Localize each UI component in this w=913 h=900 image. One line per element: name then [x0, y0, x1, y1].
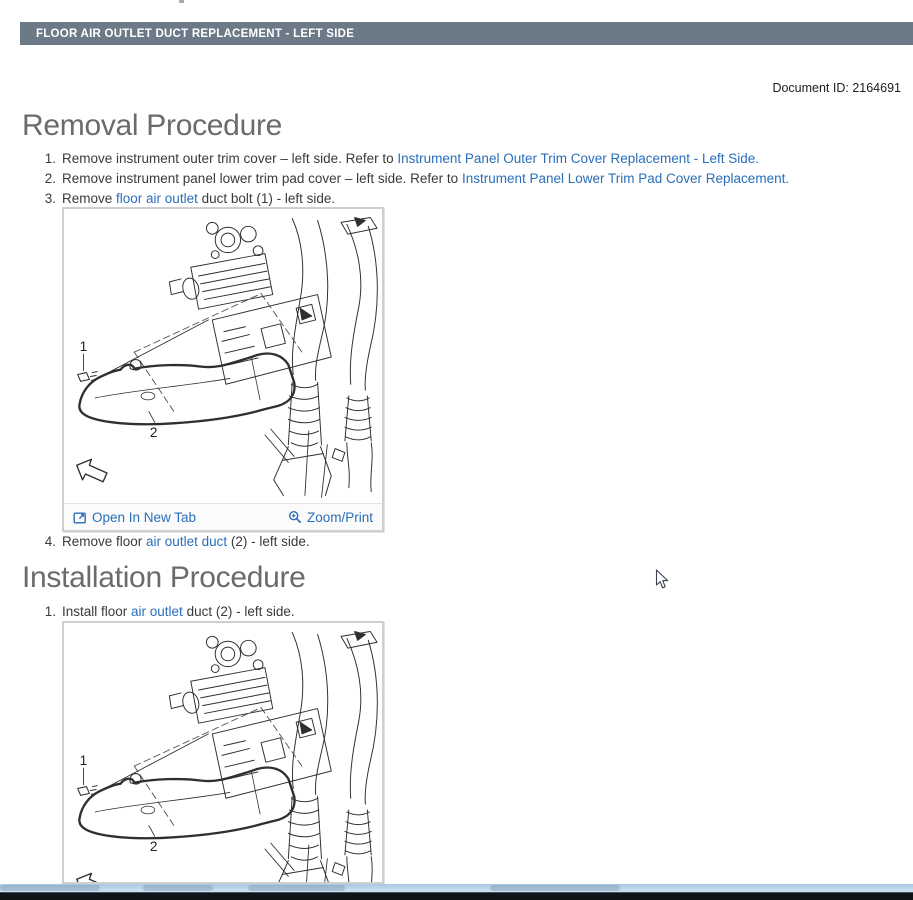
step-number: 1.: [44, 151, 56, 166]
open-in-new-tab-label: Open In New Tab: [92, 509, 197, 525]
removal-step-4: [40, 534, 310, 550]
clipped-text-fragment: [179, 0, 184, 3]
open-in-new-tab-icon: [73, 511, 87, 524]
section-title-bar: [20, 22, 913, 45]
removal-step-1: [40, 151, 759, 167]
scrollbar-smudge: [143, 885, 213, 891]
figure-toolbar: [64, 503, 382, 530]
step-text: [62, 191, 335, 207]
duct-illustration: [64, 623, 382, 884]
horizontal-scrollbar[interactable]: [0, 884, 913, 892]
duct-illustration: [64, 209, 382, 503]
step-text-post: (2) - left side.: [227, 534, 310, 549]
zoom-print-label: Zoom/Print: [306, 509, 373, 525]
figure-2: [62, 621, 384, 884]
step-number: 1.: [44, 604, 56, 619]
taskbar-edge: [0, 892, 913, 900]
step-text-pre: Remove instrument panel lower trim pad cover – left side. Refer to: [62, 171, 462, 186]
step-number: 3.: [44, 191, 56, 206]
section-title: FLOOR AIR OUTLET DUCT REPLACEMENT - LEFT SIDE: [36, 27, 355, 40]
installation-step-1: [40, 604, 295, 620]
step-text-pre: Remove instrument outer trim cover – left side. Refer to: [62, 151, 398, 166]
step-text-pre: Remove floor: [62, 534, 147, 549]
figure-1: [62, 207, 384, 532]
zoom-icon: [288, 510, 302, 524]
step-text-post: duct bolt (1) - left side.: [197, 191, 336, 206]
reference-link[interactable]: air outlet: [131, 604, 183, 619]
step-number: 4.: [44, 534, 56, 549]
scrollbar-smudge: [0, 885, 100, 891]
step-text: [62, 534, 310, 550]
step-text: [62, 604, 295, 620]
step-text-pre: Remove: [62, 191, 117, 206]
step-number: 2.: [44, 171, 56, 186]
removal-heading: Removal Procedure: [22, 109, 283, 142]
step-text: [62, 151, 759, 167]
scrollbar-smudge: [490, 885, 620, 891]
reference-link[interactable]: Instrument Panel Outer Trim Cover Replacement - Left Side.: [397, 151, 760, 166]
open-in-new-tab-button[interactable]: [73, 510, 196, 525]
removal-step-2: [40, 171, 789, 187]
mouse-cursor: [655, 569, 669, 590]
step-text-post: duct (2) - left side.: [182, 604, 295, 619]
reference-link[interactable]: floor air outlet: [116, 191, 198, 206]
zoom-print-button[interactable]: [288, 510, 373, 525]
reference-link[interactable]: Instrument Panel Lower Trim Pad Cover Replacement.: [461, 171, 790, 186]
scrollbar-smudge: [248, 885, 345, 891]
step-text-pre: Install floor: [62, 604, 132, 619]
removal-step-3: [40, 191, 335, 207]
document-id: Document ID: 2164691: [772, 81, 901, 95]
installation-heading: Installation Procedure: [22, 561, 306, 594]
reference-link[interactable]: air outlet duct: [146, 534, 228, 549]
step-text: [62, 171, 789, 187]
